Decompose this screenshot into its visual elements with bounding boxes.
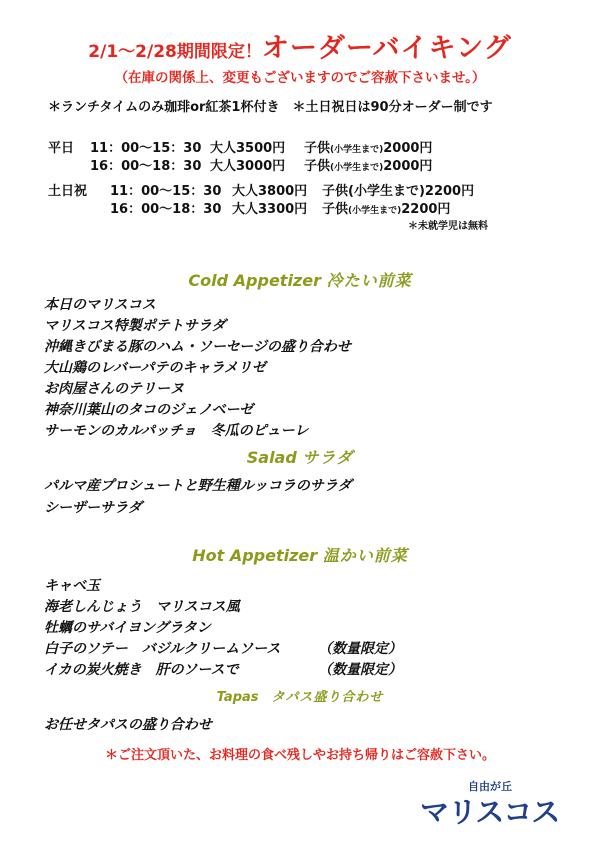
menu-item: イカの炭火焼き 肝のソースで	[44, 662, 239, 678]
title-text: オーダーバイキング	[261, 33, 512, 64]
weekday-child-1	[304, 137, 432, 156]
weekend-adult-1: 大人3800円	[232, 184, 308, 199]
child-price: 2000円	[383, 141, 433, 156]
weekday-child-2	[304, 155, 432, 174]
heading-jp: 冷たい前菜	[326, 271, 412, 290]
menu-item: サーモンのカルパッチョ 冬瓜のピューレ	[44, 423, 309, 439]
child-note: (小学生まで)	[330, 163, 384, 173]
heading-jp: 温かい前菜	[322, 546, 408, 565]
heading-en: Tapas	[216, 690, 259, 705]
period-label: 2/1～2/28期間限定！	[88, 42, 262, 62]
weekday-adult-2: 大人3000円	[210, 159, 286, 174]
child-note: (小学生まで)	[348, 184, 425, 199]
section-heading-cold	[0, 268, 600, 291]
menu-item: 沖縄きびまる豚のハム・ソーセージの盛り合わせ	[44, 339, 351, 355]
heading-en: Salad	[246, 448, 297, 467]
takeout-note: ＊ご注文頂いた、お料理の食べ残しやお持ち帰りはご容赦下さい。	[104, 748, 495, 763]
logo: マリスコス	[420, 795, 560, 829]
weekend-child-2	[322, 198, 450, 217]
child-price: 2000円	[383, 159, 433, 174]
logo-small-text: 自由が丘	[468, 780, 512, 793]
menu-item: 本日のマリスコス	[44, 297, 156, 313]
preschool-note: ＊未就学児は無料	[408, 221, 488, 232]
weekday-time-2: 16：00～18：30	[90, 159, 202, 174]
menu-item: 海老しんじょう マリスコス風	[44, 599, 240, 615]
weekend-adult-2: 大人3300円	[232, 202, 308, 217]
child-label: 子供	[304, 159, 331, 174]
menu-item: 白子のソテー バジルクリームソース	[44, 641, 281, 657]
weekend-time-2: 16：00～18：30	[110, 202, 222, 217]
weekend-time-1: 11：00～15：30	[110, 184, 222, 199]
weekday-time-1: 11：00～15：30	[90, 141, 202, 156]
service-note: ＊ランチタイムのみ珈琲or紅茶1杯付き ＊土日祝日は90分オーダー制です	[48, 100, 493, 115]
menu-item: 神奈川葉山のタコのジェノベーゼ	[44, 402, 254, 418]
menu-item: お任せタパスの盛り合わせ	[44, 717, 212, 733]
child-price: 2200円	[424, 184, 475, 199]
child-price: 2200円	[401, 202, 451, 217]
heading-en: Cold Appetizer	[188, 271, 321, 290]
weekday-adult-1: 大人3500円	[210, 141, 286, 156]
menu-item: 大山鶏のレバーパテのキャラメリゼ	[44, 360, 266, 376]
subtitle: （在庫の関係上、変更もございますのでご容赦下さいませ。）	[114, 70, 486, 86]
weekend-child-1	[322, 180, 474, 199]
menu-item: キャベ玉	[44, 578, 100, 594]
heading-en: Hot Appetizer	[192, 546, 318, 565]
child-note: (小学生まで)	[348, 206, 402, 216]
limited-label: （数量限定）	[318, 662, 402, 678]
section-heading-tapas	[0, 686, 600, 705]
child-label: 子供	[304, 141, 331, 156]
menu-title	[0, 26, 600, 65]
menu-item: マリスコス特製ポテトサラダ	[44, 318, 226, 334]
child-label: 子供	[322, 202, 349, 217]
child-note: (小学生まで)	[330, 145, 384, 155]
menu-item: 牡蠣のサバイヨングラタン	[44, 620, 211, 636]
heading-jp: サラダ	[302, 448, 354, 467]
weekend-label: 土日祝	[48, 184, 88, 199]
menu-item: パルマ産プロシュートと野生種ルッコラのサラダ	[44, 478, 352, 494]
menu-item: お肉屋さんのテリーヌ	[44, 381, 184, 397]
weekday-label: 平日	[48, 141, 75, 156]
section-heading-salad	[0, 445, 600, 468]
menu-item: シーザーサラダ	[44, 500, 142, 516]
limited-label: （数量限定）	[318, 641, 402, 657]
child-label: 子供	[322, 184, 349, 199]
heading-jp: タパス盛り合わせ	[271, 690, 384, 705]
section-heading-hot	[0, 543, 600, 566]
